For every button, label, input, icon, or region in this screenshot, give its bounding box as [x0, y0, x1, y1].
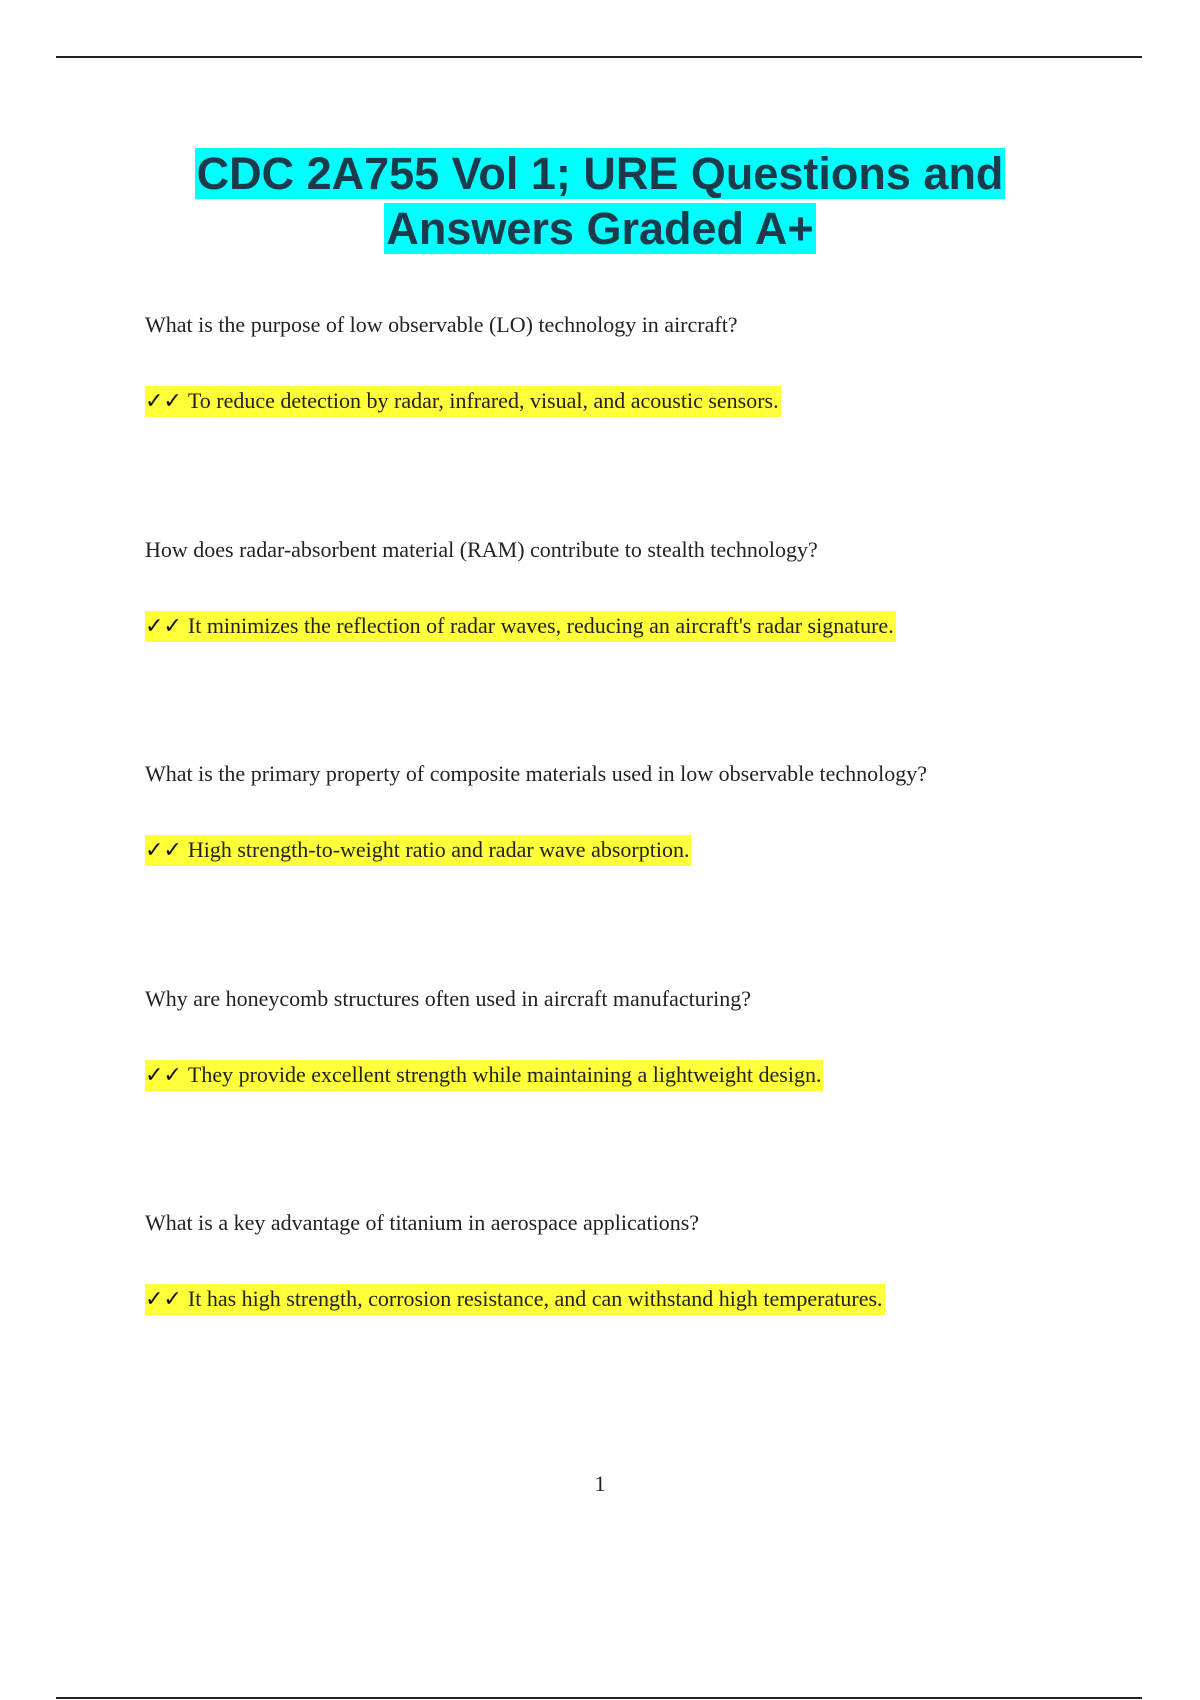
answer-label: They provide excellent strength while maintaining a lightweight design. [187, 1062, 822, 1087]
qa-item [145, 1208, 1145, 1312]
question-text: How does radar-absorbent material (RAM) contribute to stealth technology? [145, 537, 818, 562]
check-icon: ✓✓ [145, 1287, 182, 1312]
qa-item [145, 535, 1145, 639]
check-icon: ✓✓ [145, 1063, 182, 1088]
top-rule [56, 56, 1142, 58]
question-text: What is the primary property of composite materials used in low observable technology? [145, 761, 927, 786]
check-icon: ✓✓ [145, 838, 182, 863]
bottom-rule [56, 1697, 1142, 1699]
qa-item [145, 759, 1145, 863]
question-text: Why are honeycomb structures often used in aircraft manufacturing? [145, 986, 751, 1011]
question-text: What is the purpose of low observable (LO) technology in aircraft? [145, 312, 738, 337]
title-line-1: CDC 2A755 Vol 1; URE Questions and [196, 148, 1004, 199]
page-number: 1 [594, 1471, 606, 1496]
check-icon: ✓✓ [145, 389, 182, 414]
answer-text [145, 611, 896, 642]
answer-label: It has high strength, corrosion resistance, and can withstand high temperatures. [187, 1286, 883, 1311]
answer-text [145, 386, 781, 417]
check-icon: ✓✓ [145, 614, 182, 639]
answer-text [145, 1284, 885, 1315]
qa-item [145, 310, 1145, 414]
document-title [0, 146, 1200, 256]
answer-label: It minimizes the reflection of radar waves, reducing an aircraft's radar signature. [187, 613, 894, 638]
answer-label: High strength-to-weight ratio and radar wave absorption. [187, 837, 690, 862]
question-text: What is a key advantage of titanium in aerospace applications? [145, 1210, 700, 1235]
qa-item [145, 984, 1145, 1088]
answer-text [145, 835, 691, 866]
answer-text [145, 1060, 823, 1091]
answer-label: To reduce detection by radar, infrared, visual, and acoustic sensors. [187, 388, 779, 413]
title-line-2: Answers Graded A+ [386, 203, 814, 254]
